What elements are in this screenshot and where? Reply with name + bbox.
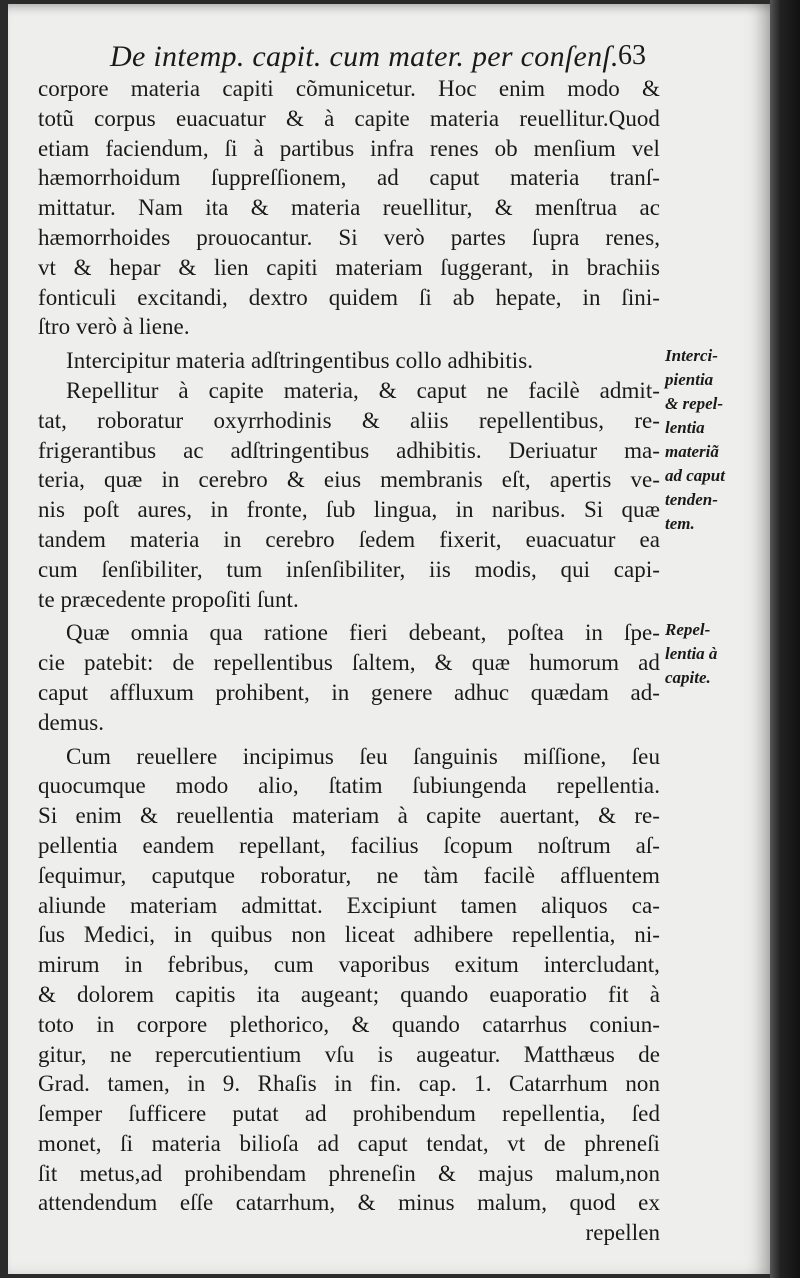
running-head-text: De intemp. capit. cum mater. per conſenſ. <box>110 40 619 73</box>
text-line: aliunde materiam admittat. Excipiunt tamen aliquos ca- <box>38 892 660 918</box>
text-line: Grad. tamen, in 9. Rhaſis in fin. cap. 1. Catarrhum non <box>38 1071 660 1097</box>
text-line: Cum reuellere incipimus ſeu ſanguinis miſſione, ſeu <box>66 743 660 769</box>
text-line: toto in corpore plethorico, & quando catarrhus coniun- <box>38 1011 660 1037</box>
text-line: cie patebit: de repellentibus ſaltem, & quæ humorum ad <box>38 650 660 676</box>
margin-note <box>665 344 765 536</box>
running-head <box>110 40 650 74</box>
margin-note-line: Repel- <box>665 620 711 639</box>
text-line: hæmorrhoidum ſuppreſſionem, ad caput materia tranſ- <box>38 165 660 191</box>
text-line: corpore materia capiti cõmunicetur. Hoc enim modo & <box>38 76 660 101</box>
text-line: mittatur. Nam ita & materia reuellitur, & menſtrua ac <box>38 195 660 221</box>
text-line: ſemper ſufficere putat ad prohibendum repellentia, ſed <box>38 1101 660 1127</box>
margin-note-line: materiã <box>665 442 719 461</box>
text-line: ſus Medici, in quibus non liceat adhibere repellentia, ni- <box>38 922 660 948</box>
paragraph <box>38 74 660 342</box>
text-line: ſit metus,ad prohibendam phreneſin & majus malum,non <box>38 1160 660 1186</box>
text-line: fonticuli excitandi, dextro quidem ſi ab hepate, in ſini- <box>38 284 660 310</box>
book-spine-edge <box>770 0 800 1278</box>
text-line: demus. <box>38 709 105 735</box>
text-line: caput affluxum prohibent, in genere adhuc quædam ad- <box>38 679 660 705</box>
margin-note-line: tem. <box>665 514 695 533</box>
text-line: te præcedente propoſiti ſunt. <box>38 586 299 612</box>
margin-note-line: ad caput <box>665 466 725 485</box>
text-line: teria, quæ in cerebro & eius membranis eſt, apertis ve- <box>38 467 660 493</box>
margin-note-line: lentia à <box>665 644 718 663</box>
main-text <box>38 74 660 1248</box>
text-line: tandem materia in cerebro ſedem fixerit, euacuatur ea <box>38 526 660 552</box>
text-line: totũ corpus euacuatur & à capite materia reuellitur.Quod <box>38 105 660 131</box>
paragraph <box>38 376 660 614</box>
text-line: nis poſt aures, in fronte, ſub lingua, in naribus. Si quæ <box>38 497 660 523</box>
text-line: Repellitur à capite materia, & caput ne facilè admit- <box>66 377 660 403</box>
text-line: ſtro verò à liene. <box>38 314 190 340</box>
text-line: pellentia eandem repellant, facilius ſcopum noſtrum aſ- <box>38 832 660 858</box>
text-line: & dolorem capitis ita augeant; quando euaporatio fit à <box>38 981 660 1007</box>
text-line: quocumque modo alio, ſtatim ſubiungenda repellentia. <box>38 773 660 799</box>
text-line: Intercipitur materia adſtringentibus collo adhibitis. <box>66 348 533 374</box>
catchword: repellen <box>585 1220 660 1246</box>
text-line: Quæ omnia qua ratione fieri debeant, poſtea in ſpe- <box>66 620 660 646</box>
text-line: vt & hepar & lien capiti materiam ſuggerant, in brachiis <box>38 254 660 280</box>
text-line: frigerantibus ac adſtringentibus adhibitis. Deriuatur ma- <box>38 437 660 463</box>
paragraph <box>38 618 660 737</box>
margin-note <box>665 618 765 690</box>
text-line: monet, ſi materia bilioſa ad caput tendat, vt de phreneſi <box>38 1130 660 1156</box>
text-line: Si enim & reuellentia materiam à capite auertant, & re- <box>38 803 660 829</box>
paragraph <box>38 742 660 1219</box>
margin-note-line: capite. <box>665 668 711 687</box>
margin-note-line: lentia <box>665 418 705 437</box>
text-line: ſequimur, caputque roboratur, ne tàm facilè affluentem <box>38 862 660 888</box>
text-line: gitur, ne repercutientium vſu is augeatur. Matthæus de <box>38 1041 660 1067</box>
margin-note-line: tenden- <box>665 490 718 509</box>
margin-note-line: pientia <box>665 370 714 389</box>
text-line: cum ſenſibiliter, tum inſenſibiliter, iis modis, qui capi- <box>38 556 660 582</box>
page-number: 63 <box>618 40 646 71</box>
paragraph <box>38 346 660 376</box>
text-line: hæmorrhoides prouocantur. Si verò partes ſupra renes, <box>38 224 660 250</box>
text-line: attendendum eſſe catarrhum, & minus malum, quod ex <box>38 1190 660 1216</box>
text-line: tat, roboratur oxyrrhodinis & aliis repellentibus, re- <box>38 407 660 433</box>
text-line: mirum in febribus, cum vaporibus exitum intercludant, <box>38 952 660 978</box>
margin-note-line: & repel- <box>665 394 724 413</box>
text-line: etiam faciendum, ſi à partibus infra renes ob menſium vel <box>38 135 660 161</box>
margin-note-line: Interci- <box>665 346 718 365</box>
